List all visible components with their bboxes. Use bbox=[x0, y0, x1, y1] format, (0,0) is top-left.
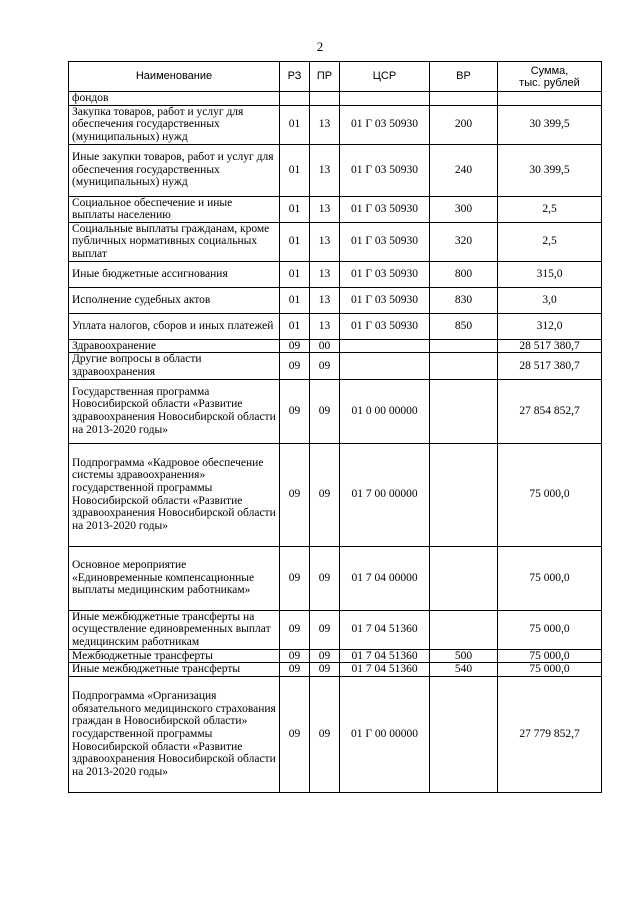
cell-pr: 09 bbox=[310, 649, 340, 663]
table-row bbox=[69, 610, 602, 649]
header-pr: ПР bbox=[310, 62, 340, 92]
cell-name: Закупка товаров, работ и услуг для обеспечения государственных (муниципальных) нужд bbox=[69, 105, 280, 144]
cell-sum: 28 517 380,7 bbox=[498, 353, 602, 379]
table-row bbox=[69, 339, 602, 353]
cell-vr: 300 bbox=[430, 196, 498, 222]
cell-sum: 75 000,0 bbox=[498, 649, 602, 663]
cell-csr bbox=[340, 339, 430, 353]
cell-pr: 13 bbox=[310, 313, 340, 339]
cell-name: Основное мероприятие «Единовременные компенсационные выплаты медицинским работникам» bbox=[69, 546, 280, 610]
cell-sum: 75 000,0 bbox=[498, 546, 602, 610]
cell-rz: 01 bbox=[280, 313, 310, 339]
table-row bbox=[69, 546, 602, 610]
cell-sum bbox=[498, 92, 602, 106]
cell-rz: 01 bbox=[280, 144, 310, 196]
cell-name: фондов bbox=[69, 92, 280, 106]
header-rz: РЗ bbox=[280, 62, 310, 92]
cell-pr: 09 bbox=[310, 353, 340, 379]
cell-pr: 09 bbox=[310, 676, 340, 792]
table-row bbox=[69, 663, 602, 677]
cell-csr: 01 Г 03 50930 bbox=[340, 222, 430, 261]
cell-sum: 2,5 bbox=[498, 196, 602, 222]
cell-name: Социальное обеспечение и иные выплаты населению bbox=[69, 196, 280, 222]
cell-rz: 09 bbox=[280, 443, 310, 546]
cell-name: Иные межбюджетные трансферты на осуществление единовременных выплат медицинским работникам bbox=[69, 610, 280, 649]
cell-sum: 28 517 380,7 bbox=[498, 339, 602, 353]
cell-csr: 01 Г 03 50930 bbox=[340, 313, 430, 339]
header-name: Наименование bbox=[69, 62, 280, 92]
table-row bbox=[69, 676, 602, 792]
cell-pr: 13 bbox=[310, 287, 340, 313]
cell-pr: 09 bbox=[310, 663, 340, 677]
cell-name: Межбюджетные трансферты bbox=[69, 649, 280, 663]
cell-vr bbox=[430, 339, 498, 353]
cell-pr: 09 bbox=[310, 546, 340, 610]
cell-csr: 01 Г 00 00000 bbox=[340, 676, 430, 792]
header-vr: ВР bbox=[430, 62, 498, 92]
table-row bbox=[69, 649, 602, 663]
table-row bbox=[69, 92, 602, 106]
cell-pr: 09 bbox=[310, 610, 340, 649]
cell-name: Исполнение судебных актов bbox=[69, 287, 280, 313]
cell-csr: 01 7 04 51360 bbox=[340, 663, 430, 677]
cell-csr: 01 Г 03 50930 bbox=[340, 144, 430, 196]
cell-rz: 01 bbox=[280, 222, 310, 261]
cell-sum: 30 399,5 bbox=[498, 144, 602, 196]
cell-vr bbox=[430, 443, 498, 546]
cell-rz: 01 bbox=[280, 196, 310, 222]
cell-csr: 01 Г 03 50930 bbox=[340, 287, 430, 313]
cell-rz: 09 bbox=[280, 339, 310, 353]
cell-csr: 01 7 04 00000 bbox=[340, 546, 430, 610]
cell-sum: 30 399,5 bbox=[498, 105, 602, 144]
cell-vr: 540 bbox=[430, 663, 498, 677]
cell-name: Другие вопросы в области здравоохранения bbox=[69, 353, 280, 379]
cell-sum: 2,5 bbox=[498, 222, 602, 261]
table-row bbox=[69, 379, 602, 443]
cell-rz: 09 bbox=[280, 676, 310, 792]
page-number: 2 bbox=[316, 39, 324, 54]
cell-csr bbox=[340, 353, 430, 379]
cell-vr bbox=[430, 379, 498, 443]
cell-sum: 315,0 bbox=[498, 261, 602, 287]
table-row bbox=[69, 261, 602, 287]
cell-name: Подпрограмма «Кадровое обеспечение системы здравоохранения» государственной программы Новосибирской области «Развитие здравоохранения Новосибирской области на 2013-2020 годы» bbox=[69, 443, 280, 546]
table-row bbox=[69, 353, 602, 379]
cell-csr: 01 7 00 00000 bbox=[340, 443, 430, 546]
cell-vr: 200 bbox=[430, 105, 498, 144]
cell-rz bbox=[280, 92, 310, 106]
cell-name: Подпрограмма «Организация обязательного медицинского страхования граждан в Новосибирской области» государственной программы Новосибирской области «Развитие здравоохранения Новосибирской области на 2013-2020 годы» bbox=[69, 676, 280, 792]
cell-vr bbox=[430, 546, 498, 610]
cell-vr bbox=[430, 610, 498, 649]
table-row bbox=[69, 287, 602, 313]
cell-sum: 75 000,0 bbox=[498, 610, 602, 649]
cell-name: Здравоохранение bbox=[69, 339, 280, 353]
cell-rz: 09 bbox=[280, 663, 310, 677]
cell-vr bbox=[430, 353, 498, 379]
table-header-row bbox=[69, 62, 602, 92]
cell-rz: 01 bbox=[280, 105, 310, 144]
cell-pr: 13 bbox=[310, 261, 340, 287]
cell-sum: 27 779 852,7 bbox=[498, 676, 602, 792]
cell-name: Государственная программа Новосибирской области «Развитие здравоохранения Новосибирской области на 2013-2020 годы» bbox=[69, 379, 280, 443]
cell-vr: 240 bbox=[430, 144, 498, 196]
cell-sum: 312,0 bbox=[498, 313, 602, 339]
cell-vr: 800 bbox=[430, 261, 498, 287]
cell-pr: 13 bbox=[310, 196, 340, 222]
cell-pr: 09 bbox=[310, 379, 340, 443]
cell-pr: 13 bbox=[310, 222, 340, 261]
cell-rz: 09 bbox=[280, 379, 310, 443]
budget-table bbox=[68, 61, 602, 793]
cell-pr: 09 bbox=[310, 443, 340, 546]
cell-sum: 3,0 bbox=[498, 287, 602, 313]
cell-name: Уплата налогов, сборов и иных платежей bbox=[69, 313, 280, 339]
cell-rz: 01 bbox=[280, 287, 310, 313]
cell-vr: 320 bbox=[430, 222, 498, 261]
cell-vr: 850 bbox=[430, 313, 498, 339]
cell-sum: 75 000,0 bbox=[498, 443, 602, 546]
table-row bbox=[69, 222, 602, 261]
cell-pr bbox=[310, 92, 340, 106]
cell-pr: 00 bbox=[310, 339, 340, 353]
cell-rz: 09 bbox=[280, 649, 310, 663]
cell-name: Иные бюджетные ассигнования bbox=[69, 261, 280, 287]
cell-sum: 27 854 852,7 bbox=[498, 379, 602, 443]
table-row bbox=[69, 105, 602, 144]
header-csr: ЦСР bbox=[340, 62, 430, 92]
cell-vr bbox=[430, 676, 498, 792]
cell-sum: 75 000,0 bbox=[498, 663, 602, 677]
cell-pr: 13 bbox=[310, 105, 340, 144]
cell-csr: 01 Г 03 50930 bbox=[340, 105, 430, 144]
cell-csr: 01 Г 03 50930 bbox=[340, 261, 430, 287]
table-row bbox=[69, 196, 602, 222]
cell-csr: 01 0 00 00000 bbox=[340, 379, 430, 443]
cell-rz: 09 bbox=[280, 353, 310, 379]
cell-csr: 01 Г 03 50930 bbox=[340, 196, 430, 222]
cell-csr: 01 7 04 51360 bbox=[340, 649, 430, 663]
cell-rz: 01 bbox=[280, 261, 310, 287]
cell-vr: 500 bbox=[430, 649, 498, 663]
cell-pr: 13 bbox=[310, 144, 340, 196]
cell-rz: 09 bbox=[280, 546, 310, 610]
cell-csr bbox=[340, 92, 430, 106]
table-row bbox=[69, 313, 602, 339]
cell-name: Иные межбюджетные трансферты bbox=[69, 663, 280, 677]
header-sum: Сумма, тыс. рублей bbox=[498, 62, 602, 92]
cell-name: Социальные выплаты гражданам, кроме публичных нормативных социальных выплат bbox=[69, 222, 280, 261]
cell-name: Иные закупки товаров, работ и услуг для обеспечения государственных (муниципальных) нужд bbox=[69, 144, 280, 196]
table-row bbox=[69, 144, 602, 196]
cell-vr: 830 bbox=[430, 287, 498, 313]
table-row bbox=[69, 443, 602, 546]
cell-vr bbox=[430, 92, 498, 106]
table-body bbox=[69, 92, 602, 793]
cell-csr: 01 7 04 51360 bbox=[340, 610, 430, 649]
cell-rz: 09 bbox=[280, 610, 310, 649]
